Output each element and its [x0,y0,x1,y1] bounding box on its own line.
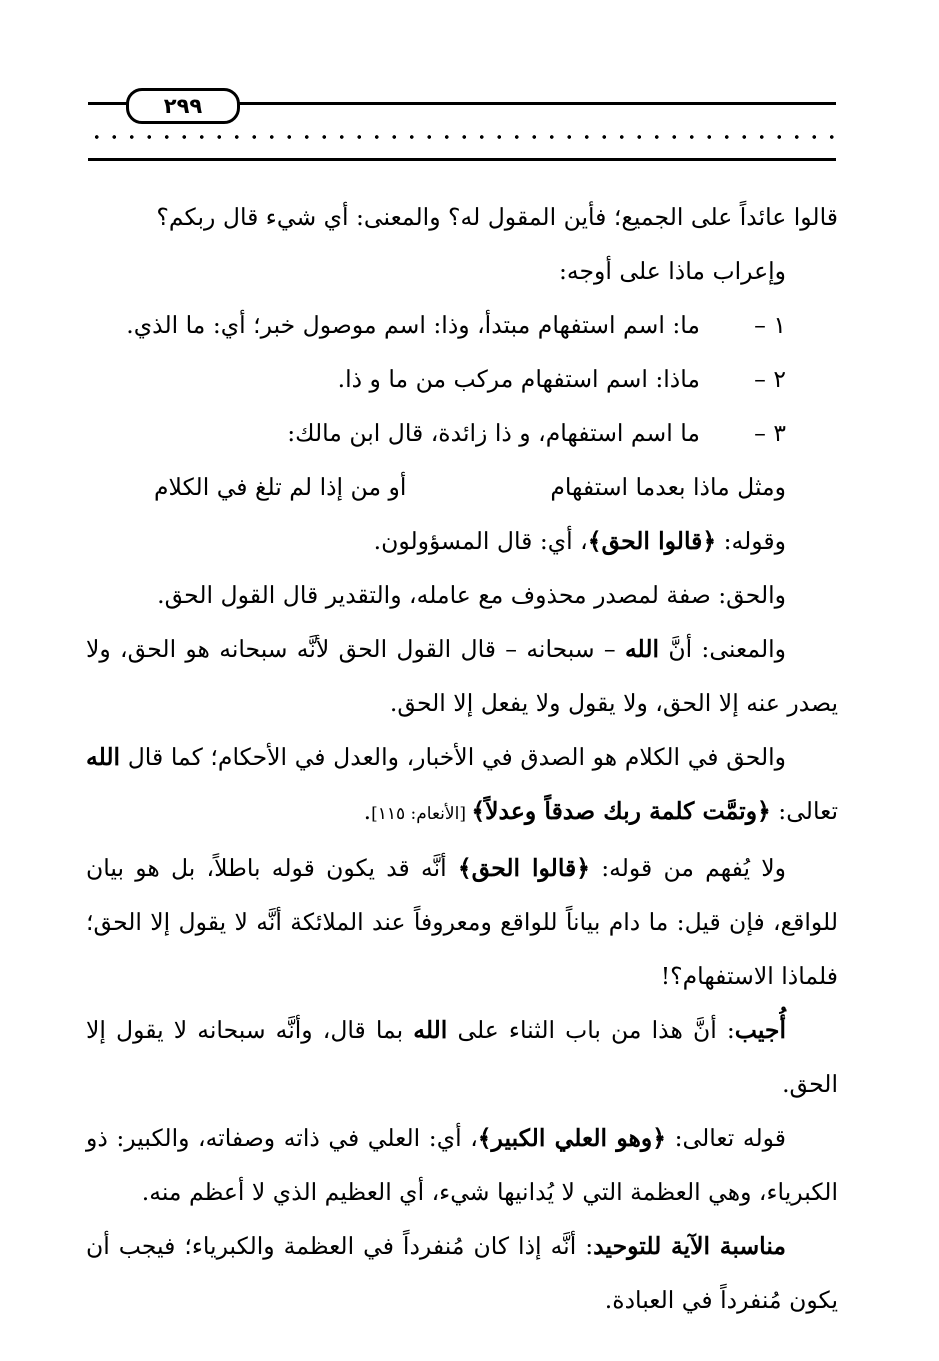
allah-word: الله [86,743,121,771]
allah-word: الله [413,1016,448,1044]
text-span: : أنَّه إذا كان مُنفرداً في العظمة والكبرياء؛ فيجب أن يكون مُنفرداً في العبادة. [86,1232,838,1314]
allah-word: الله [624,635,660,663]
quran-quote: ﴿وتمَّت كلمة ربك صدقاً وعدلاً﴾ [471,797,771,825]
text-span: والمعنى: أنَّ [659,635,786,663]
text-span: – سبحانه – قال القول الحق لأنَّه سبحانه هو الحق، ولا يصدر عنه إلا الحق، ولا يقول ولا يفعل إلا الحق. [86,635,838,717]
poem-second-hemistich: أو من إذا لم تلغ في الكلام [154,473,407,501]
section-label: مناسبة الآية للتوحيد [593,1232,787,1260]
paragraph-truth-in-speech [86,730,838,841]
text-span: بما قال، وأنَّه سبحانه لا يقول إلا الحق. [86,1016,838,1098]
list-item-text: ما اسم استفهام، و ذا زائدة، قال ابن مالك: [287,419,700,447]
text-span: ، أي: العلي في ذاته وصفاته، والكبير: ذو الكبرياء، وهي العظمة التي لا يُدانيها شيء، أي العظيم الذي لا أعظم منه. [86,1124,838,1206]
poem-verse [86,460,838,514]
header-dotted-rule [88,135,836,139]
paragraph-intro: قالوا عائداً على الجميع؛ فأين المقول له؟ والمعنى: أي شيء قال ربكم؟ [156,203,838,231]
paragraph-meaning [86,622,838,730]
quran-quote: ﴿قالوا الحق﴾ [587,527,717,555]
paragraph-alhaqq: والحق: صفة لمصدر محذوف مع عامله، والتقدير قال القول الحق. [157,581,786,609]
paragraph-ali-kabir [86,1111,838,1219]
text-span: قوله تعالى: [666,1124,786,1152]
page-header [88,80,836,170]
list-item-number: ٢ – [754,365,786,393]
list-item [86,298,838,352]
list-item-text: ماذا: اسم استفهام مركب من ما و ذا. [337,365,700,393]
quran-quote: ﴿قالوا الحق﴾ [457,854,590,882]
quran-quote: ﴿وهو العلي الكبير﴾ [477,1124,666,1152]
text-span: أنَّه قد يكون قوله باطلاً، بل هو بيان للواقع، فإن قيل: ما دام بياناً للواقع ومعروفاً عند الملائكة أنَّه لا يقول إلا الحق؛ فلماذا الاستفهام؟! [86,854,838,990]
paragraph-qawluhu [86,514,838,568]
list-item-number: ٣ – [754,419,786,447]
page-number-badge: ٢٩٩ [126,88,240,124]
text-span: وقوله: [716,527,786,555]
poem-first-hemistich: ومثل ماذا بعدما استفهام [550,473,786,501]
list-item-number: ١ – [754,311,786,339]
text-span: والحق في الكلام هو الصدق في الأخبار، والعدل في الأحكام؛ كما قال [120,743,786,771]
paragraph-irab: وإعراب ماذا على أوجه: [559,257,786,285]
text-span: . [363,797,372,825]
header-bottom-rule [88,158,836,161]
text-span: ، أي: قال المسؤولون. [373,527,588,555]
text-span: ولا يُفهم من قوله: [590,854,786,882]
list-item [86,352,838,406]
paragraph-tawhid-relevance [86,1219,838,1327]
list-item [86,406,838,460]
text-span: تعالى: [770,797,838,825]
quran-citation: [الأنعام: ١١٥] [371,804,472,824]
page-body [86,190,838,1327]
paragraph-question [86,841,838,1003]
list-item-text: ما: اسم استفهام مبتدأ، وذا: اسم موصول خبر؛ أي: ما الذي. [126,311,700,339]
text-span: : أنَّ هذا من باب الثناء على [447,1016,735,1044]
paragraph-answer [86,1003,838,1111]
answer-label: أُجيب [734,1016,786,1044]
